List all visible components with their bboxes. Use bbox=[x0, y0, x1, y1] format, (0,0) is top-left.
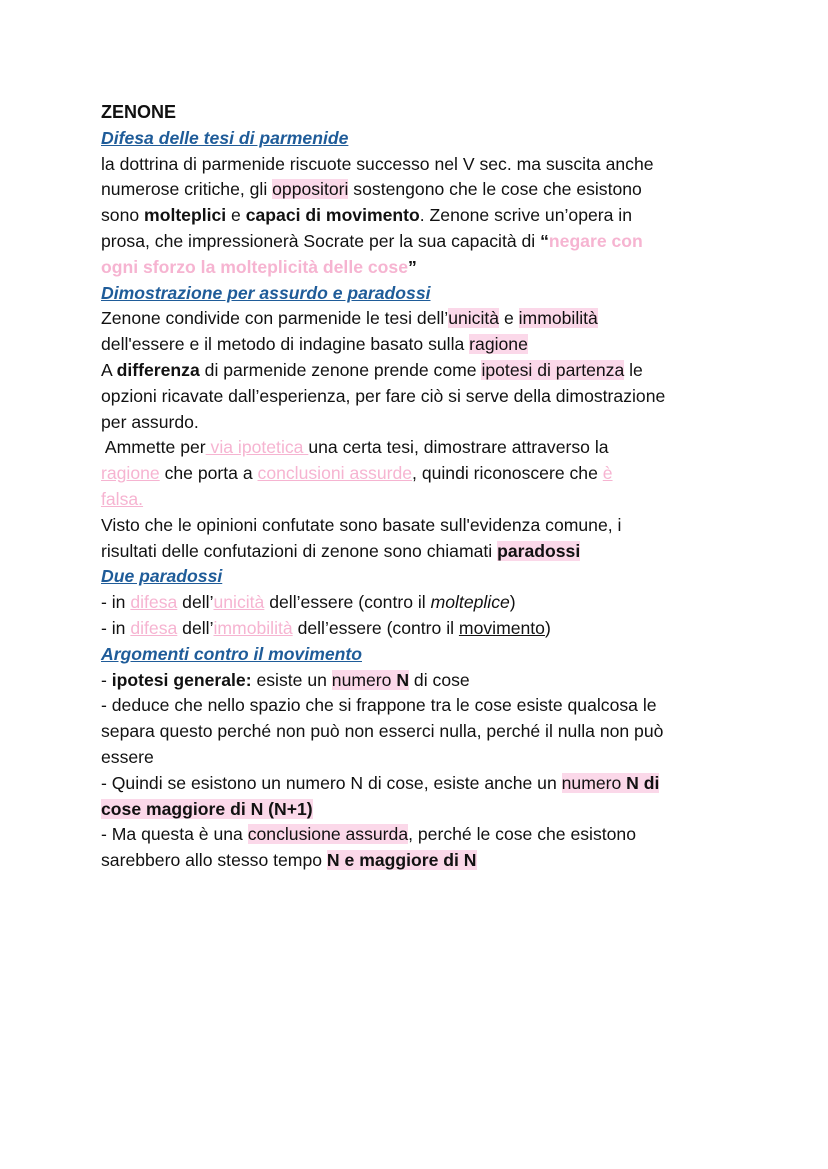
text-run: Zenone condivide con parmenide le tesi dell’ bbox=[101, 308, 449, 329]
paragraph-line bbox=[101, 306, 741, 332]
paragraph-line: essere bbox=[101, 746, 154, 767]
heading-argomenti-movimento: Argomenti contro il movimento bbox=[101, 643, 362, 664]
text-run: numero bbox=[331, 669, 397, 690]
paragraph-line bbox=[101, 461, 741, 487]
text-run: - in bbox=[101, 592, 131, 613]
pink-via-ipotetica: via ipotetica bbox=[205, 437, 309, 458]
text-run: , quindi riconoscere che bbox=[412, 463, 603, 484]
pink-quote-text: negare con bbox=[548, 230, 643, 251]
text-run: sostengono che le cose che esistono bbox=[348, 179, 642, 200]
highlight-numero-n-di bbox=[562, 773, 660, 793]
highlight-ipotesi-partenza: ipotesi di partenza bbox=[481, 359, 625, 380]
highlight-numero-n bbox=[332, 670, 409, 690]
pink-falsa: falsa. bbox=[101, 488, 144, 509]
text-run: esiste un bbox=[251, 669, 332, 690]
heading-difesa-tesi: Difesa delle tesi di parmenide bbox=[101, 127, 349, 148]
paragraph-line bbox=[101, 203, 741, 229]
text-run: Ammette per bbox=[101, 437, 206, 458]
pink-quote-text: ogni sforzo la molteplicità delle cose bbox=[101, 256, 408, 277]
bold-molteplici: molteplici bbox=[144, 205, 227, 226]
list-item bbox=[101, 668, 741, 694]
paragraph-line: la dottrina di parmenide riscuote successo nel V sec. ma suscita anche bbox=[101, 153, 654, 174]
document-body bbox=[101, 100, 741, 874]
pink-e: è bbox=[602, 463, 613, 484]
paragraph-line bbox=[101, 229, 741, 255]
highlight-n-maggiore: N e maggiore di N bbox=[326, 850, 477, 871]
text-run: sono bbox=[101, 205, 145, 226]
list-item: - deduce che nello spazio che si frappone tra le cose esiste qualcosa le bbox=[101, 695, 657, 716]
text-run: dell’ bbox=[177, 592, 214, 613]
quote-open: “ bbox=[540, 230, 549, 251]
heading-dimostrazione: Dimostrazione per assurdo e paradossi bbox=[101, 282, 431, 303]
document-title: ZENONE bbox=[101, 102, 177, 122]
paragraph-line bbox=[101, 487, 741, 513]
bold-differenza: differenza bbox=[116, 359, 200, 380]
text-run: dell’essere (contro il bbox=[292, 617, 459, 638]
bold-n: N bbox=[396, 669, 410, 690]
pink-difesa: difesa bbox=[130, 617, 178, 638]
text-run: prosa, che impressionerà Socrate per la sua capacità di bbox=[101, 230, 541, 251]
text-run: - Quindi se esistono un numero N di cose, esiste anche un bbox=[101, 772, 562, 793]
text-run: di cose bbox=[409, 669, 470, 690]
highlight-oppositori: oppositori bbox=[272, 179, 349, 200]
paragraph-line bbox=[101, 255, 741, 281]
bold-ipotesi-generale: ipotesi generale: bbox=[111, 669, 252, 690]
list-item bbox=[101, 616, 741, 642]
pink-unicita: unicità bbox=[213, 592, 265, 613]
paragraph-line: Visto che le opinioni confutate sono basate sull'evidenza comune, i bbox=[101, 514, 622, 535]
underline-movimento: movimento bbox=[458, 617, 545, 638]
pink-immobilita: immobilità bbox=[213, 617, 293, 638]
paragraph-line bbox=[101, 435, 741, 461]
text-run: - in bbox=[101, 617, 131, 638]
text-run: dell’ bbox=[177, 617, 214, 638]
paragraph-line bbox=[101, 177, 741, 203]
text-run: risultati delle confutazioni di zenone sono chiamati bbox=[101, 540, 498, 561]
paragraph-line bbox=[101, 797, 741, 823]
text-run: dell’essere (contro il bbox=[264, 592, 431, 613]
highlight-paradossi: paradossi bbox=[497, 540, 581, 561]
paragraph-line bbox=[101, 848, 741, 874]
pink-difesa: difesa bbox=[130, 592, 178, 613]
text-run: ) bbox=[509, 592, 516, 613]
highlight-conclusione-assurda: conclusione assurda bbox=[247, 824, 409, 845]
italic-molteplice: molteplice bbox=[430, 592, 510, 613]
list-item bbox=[101, 590, 741, 616]
text-run: . Zenone scrive un’opera in bbox=[419, 205, 632, 226]
highlight-ragione: ragione bbox=[469, 334, 528, 355]
bold-capaci-movimento: capaci di movimento bbox=[245, 205, 420, 226]
paragraph-line bbox=[101, 539, 741, 565]
text-run: - bbox=[101, 669, 112, 690]
text-run: di parmenide zenone prende come bbox=[199, 359, 482, 380]
paragraph-line: opzioni ricavate dall’esperienza, per fare ciò si serve della dimostrazione bbox=[101, 385, 666, 406]
text-run: numerose critiche, gli bbox=[101, 179, 273, 200]
paragraph-line: per assurdo. bbox=[101, 411, 199, 432]
text-run: e bbox=[499, 308, 519, 329]
text-run: che porta a bbox=[159, 463, 258, 484]
text-run: una certa tesi, dimostrare attraverso la bbox=[308, 437, 609, 458]
heading-due-paradossi: Due paradossi bbox=[101, 566, 223, 587]
text-run: dell'essere e il metodo di indagine basato sulla bbox=[101, 334, 470, 355]
highlight-unicita: unicità bbox=[448, 308, 500, 329]
text-run: A bbox=[101, 359, 117, 380]
pink-conclusioni-assurde: conclusioni assurde bbox=[257, 463, 413, 484]
text-run: le bbox=[624, 359, 643, 380]
pink-ragione: ragione bbox=[101, 463, 160, 484]
paragraph-line: separa questo perché non può non esserci nulla, perché il nulla non può bbox=[101, 721, 664, 742]
bold-n-di: N di bbox=[626, 772, 660, 793]
text-run: sarebbero allo stesso tempo bbox=[101, 850, 327, 871]
text-run: ) bbox=[544, 617, 551, 638]
paragraph-line bbox=[101, 358, 741, 384]
list-item bbox=[101, 822, 741, 848]
text-run: numero bbox=[561, 772, 627, 793]
text-run: , perché le cose che esistono bbox=[408, 824, 637, 845]
quote-close: ” bbox=[407, 256, 417, 277]
paragraph-line bbox=[101, 332, 741, 358]
text-run: - Ma questa è una bbox=[101, 824, 248, 845]
list-item bbox=[101, 771, 741, 797]
highlight-immobilita: immobilità bbox=[518, 308, 598, 329]
highlight-cose-maggiore: cose maggiore di N (N+1) bbox=[101, 798, 313, 819]
text-run: e bbox=[226, 205, 246, 226]
